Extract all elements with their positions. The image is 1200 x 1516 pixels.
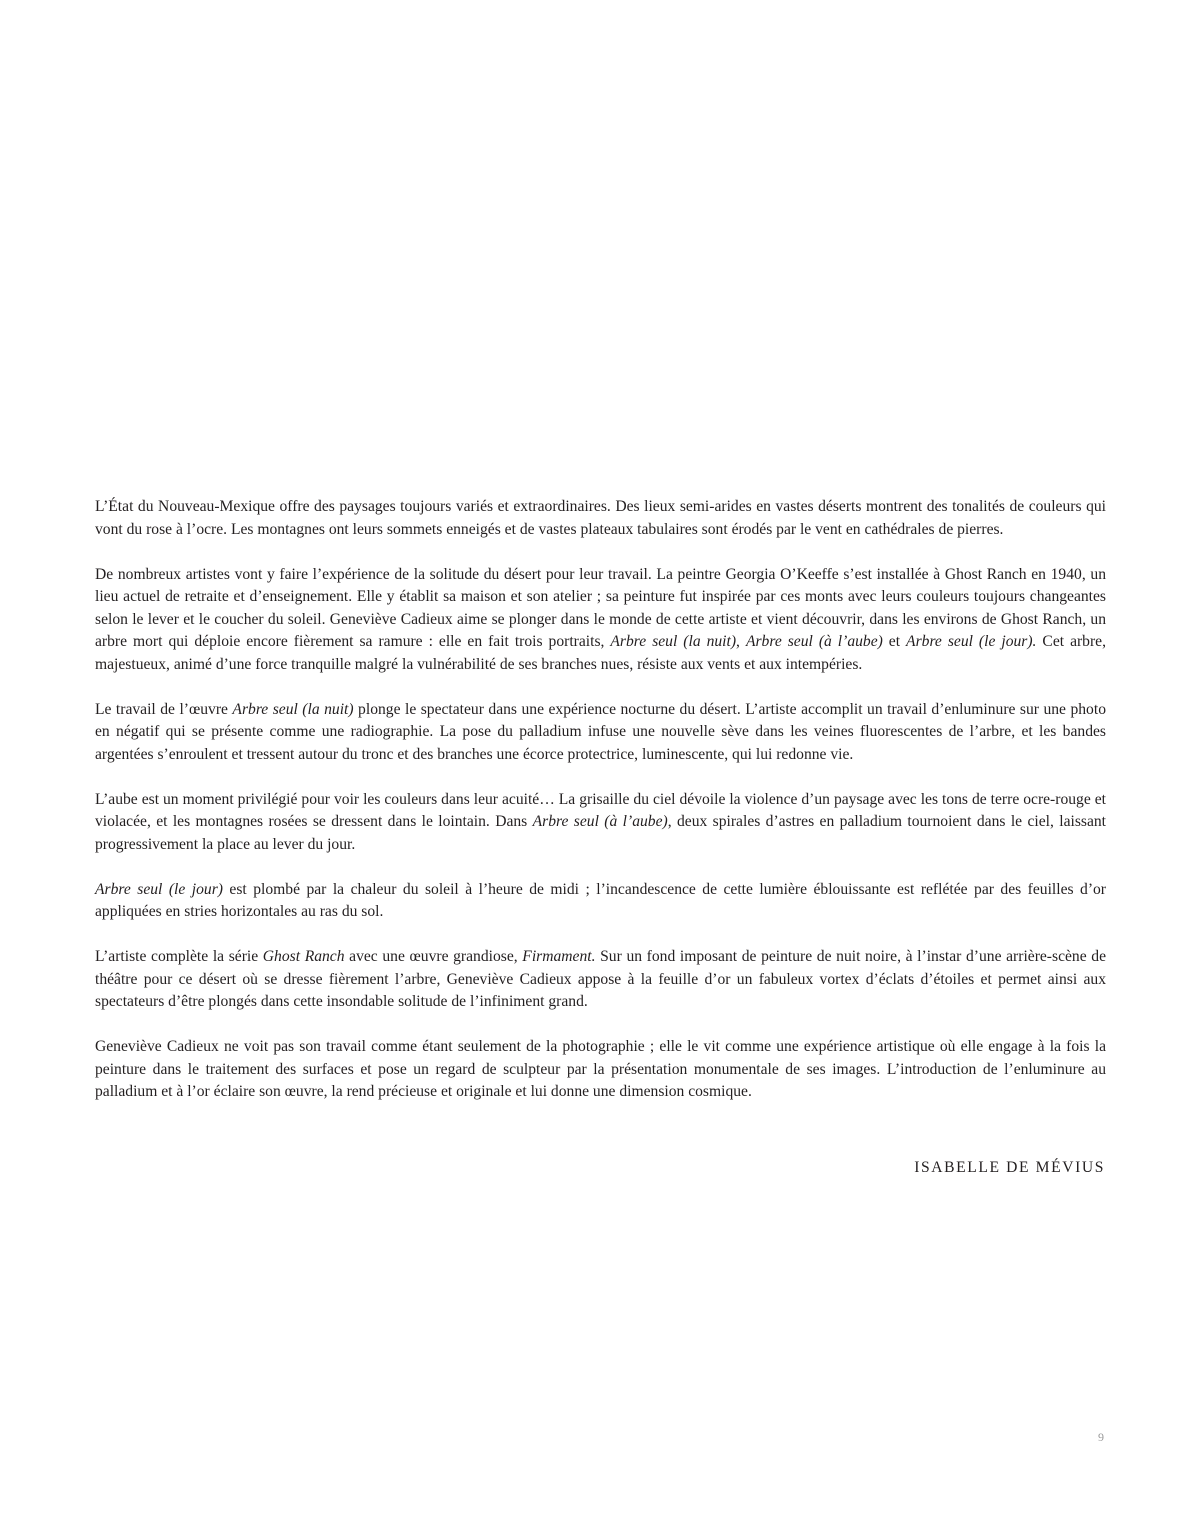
text-run: L’État du Nouveau-Mexique offre des paysages toujours variés et extraordinaires. Des lieux semi-arides en vastes déserts montrent des tonalités de couleurs qui vont du rose à l’ocre. Les montagnes ont leurs sommets enneigés et de vastes plateaux tabulaires sont érodés par le vent en cathédrales de pierres.: [95, 498, 1106, 538]
italic-title-run: Arbre seul (le jour).: [906, 633, 1037, 650]
italic-title-run: Arbre seul (le jour): [95, 880, 223, 898]
text-run: est plombé par la chaleur du soleil à l’heure de midi ; l’incandescence de cette lumière éblouissante est reflétée par des feuilles d’or appliquées en stries horizontales au ras du sol.: [95, 880, 1107, 920]
paragraph: [95, 496, 1106, 541]
text-run: avec une œuvre grandiose,: [344, 948, 523, 965]
italic-title-run: Firmament.: [522, 948, 596, 965]
italic-title-run: Arbre seul (à l’aube): [532, 813, 668, 830]
paragraph: [95, 946, 1106, 1014]
text-run: Sur un fond imposant de peinture de nuit noire, à l’instar d’une arrière-scène de théâtre pour ce désert où se dresse fièrement l’arbre, Geneviève Cadieux appose à la feuille d’or un fabuleux vortex d’éclats d’étoiles et permet ainsi aux spectateurs d’être plongés dans cette insondable solitude de l’infiniment grand.: [95, 948, 1106, 1010]
paragraph: [95, 699, 1106, 767]
paragraph: [95, 879, 1106, 924]
text-run: Geneviève Cadieux ne voit pas son travail comme étant seulement de la photographie ; elle le vit comme une expérience artistique où elle engage à la fois la peinture dans le traitement des surfaces et pose un regard de sculpteur par la présentation monumentale de ses images. L’introduction de l’enluminure au palladium et à l’or éclaire son œuvre, la rend précieuse et originale et lui donne une dimension cosmique.: [95, 1038, 1106, 1100]
page-number: 9: [1098, 1430, 1104, 1444]
text-run: plonge le spectateur dans une expérience nocturne du désert. L’artiste accomplit un travail d’enluminure sur une photo en négatif qui se présente comme une radiographie. La pose du palladium infuse une nouvelle sève dans les veines fluorescentes de l’arbre, et les bandes argentées s’enroulent et tressent autour du tronc et des branches une écorce protectrice, luminescente, qui lui redonne vie.: [95, 700, 1106, 763]
paragraph: [95, 564, 1106, 677]
text-run: , deux spirales d’astres en palladium tournoient dans le ciel, laissant progressivement la place au lever du jour.: [95, 813, 1107, 853]
text-run: Cet arbre, majestueux, animé d’une force tranquille malgré la vulnérabilité de ses branches nues, résiste aux vents et aux intempéries.: [95, 633, 1106, 673]
text-run: L’artiste complète la série: [95, 948, 263, 965]
text-run: ,: [736, 633, 746, 650]
italic-title-run: Ghost Ranch: [262, 948, 345, 965]
paragraph: [95, 789, 1106, 857]
text-run: De nombreux artistes vont y faire l’expérience de la solitude du désert pour leur travail. La peintre Georgia O’Keeffe s’est installée à Ghost Ranch en 1940, un lieu actuel de retraite et d’enseignement. Elle y établit sa maison et son atelier ; sa peinture fut inspirée par ces monts avec leurs couleurs toujours changeantes selon le lever et le coucher du soleil. Geneviève Cadieux aime se plonger dans le monde de cette artiste et vient découvrir, dans les environs de Ghost Ranch, un arbre mort qui déploie encore fièrement sa ramure : elle en fait trois portraits,: [95, 565, 1106, 650]
author-signature: ISABELLE DE MÉVIUS: [914, 1159, 1105, 1176]
text-run: et: [882, 633, 907, 650]
italic-title-run: Arbre seul (à l’aube): [745, 633, 883, 650]
paragraph: [95, 1036, 1106, 1104]
article-body: [95, 496, 1106, 1104]
italic-title-run: Arbre seul (la nuit): [610, 633, 737, 650]
text-run: Le travail de l’œuvre: [95, 700, 233, 718]
italic-title-run: Arbre seul (la nuit): [232, 700, 354, 718]
text-run: L’aube est un moment privilégié pour voir les couleurs dans leur acuité… La grisaille du ciel dévoile la violence d’un paysage avec les tons de terre ocre-rouge et violacée, et les montagnes rosées se dressent dans le lointain. Dans: [95, 790, 1106, 830]
